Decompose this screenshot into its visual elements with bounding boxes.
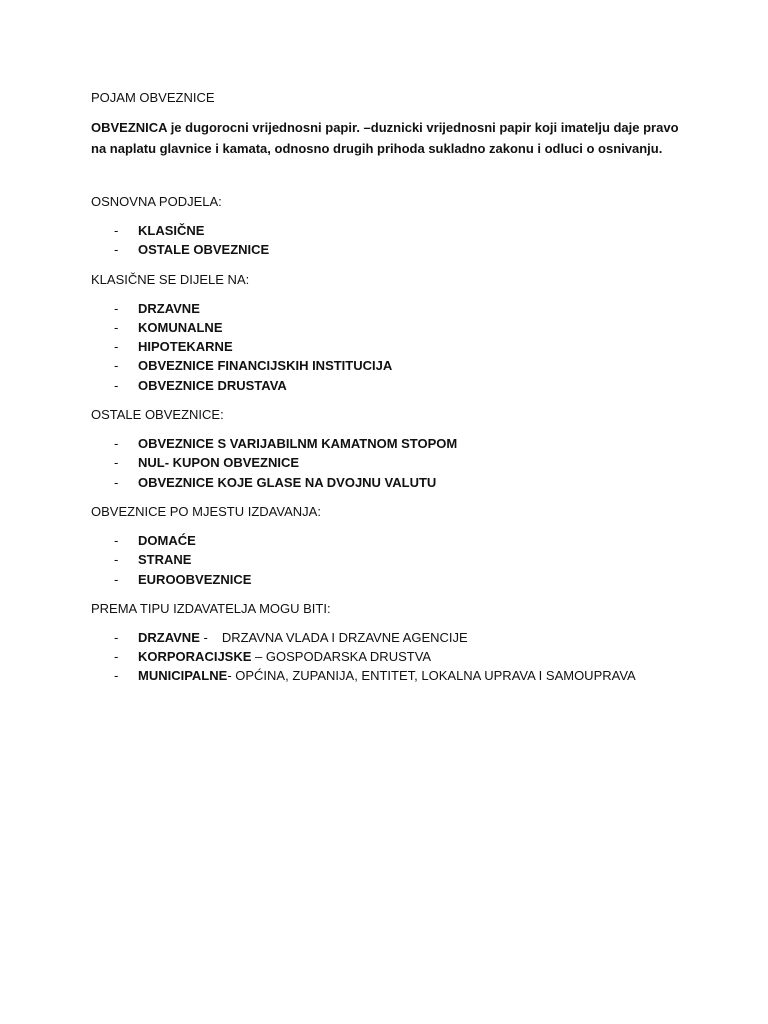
list-item — [91, 356, 691, 375]
section-heading-osnovna: OSNOVNA PODJELA: — [91, 194, 222, 209]
list-klasicne — [91, 299, 691, 395]
list-item-term: KORPORACIJSKE — [138, 649, 252, 665]
bullet-dash: - — [114, 377, 119, 393]
section-heading-ostale: OSTALE OBVEZNICE: — [91, 407, 224, 423]
list-item — [91, 473, 691, 492]
list-item-text: OBVEZNICE S VARIJABILNM KAMATNOM STOPOM — [138, 436, 458, 452]
list-item — [91, 453, 691, 472]
bullet-dash: - — [114, 649, 119, 665]
list-item-text: OBVEZNICE KOJE GLASE NA DVOJNU VALUTU — [138, 474, 437, 490]
document-body — [91, 88, 691, 696]
bullet-dash: - — [114, 532, 119, 548]
list-item — [91, 628, 691, 647]
list-item — [91, 550, 691, 569]
bullet-dash: - — [114, 300, 119, 316]
list-item-text: DRZAVNE — [138, 300, 200, 316]
section-heading-tip: PREMA TIPU IZDAVATELJA MOGU BITI: — [91, 600, 331, 616]
list-item-separator: - — [199, 629, 208, 645]
section-heading-mjesto: OBVEZNICE PO MJESTU IZDAVANJA: — [91, 503, 321, 519]
list-item — [91, 434, 691, 453]
bullet-dash: - — [114, 319, 119, 335]
list-item-text: EUROOBVEZNICE — [138, 571, 252, 587]
list-item-text: OBVEZNICE FINANCIJSKIH INSTITUCIJA — [138, 358, 393, 374]
bullet-dash: - — [114, 455, 119, 471]
list-item-desc: DRZAVNA VLADA I DRZAVNE AGENCIJE — [221, 629, 468, 645]
list-item — [91, 647, 691, 666]
bullet-dash: - — [114, 668, 119, 684]
list-item — [91, 531, 691, 550]
list-item — [91, 221, 691, 240]
list-item — [91, 318, 691, 337]
list-item-term: DRZAVNE — [138, 629, 200, 645]
bullet-dash: - — [114, 358, 119, 374]
list-item — [91, 666, 691, 685]
list-ostale — [91, 434, 691, 492]
list-item-desc: GOSPODARSKA DRUSTVA — [265, 649, 432, 665]
list-item-term: MUNICIPALNE — [138, 668, 228, 684]
bullet-dash: - — [114, 474, 119, 490]
intro-term: OBVEZNICA — [91, 120, 168, 135]
bullet-dash: - — [114, 629, 119, 645]
intro-paragraph — [91, 117, 691, 159]
list-item-text: KLASIČNE — [138, 223, 205, 238]
list-item-text: HIPOTEKARNE — [138, 339, 233, 355]
bullet-dash: - — [114, 436, 119, 452]
list-item-text: STRANE — [138, 552, 192, 568]
list-item — [91, 337, 691, 356]
list-mjesto — [91, 531, 691, 589]
bullet-dash: - — [114, 552, 119, 568]
bullet-dash: - — [114, 339, 119, 355]
intro-text: je dugorocni vrijednosni papir. –duznicki vrijednosni papir koji imatelju daje pravo na naplatu glavnice i kamata, odnosno drugih prihoda sukladno zakonu i odluci o osnivanju. — [91, 120, 679, 156]
list-item-separator: – — [251, 649, 266, 665]
list-item-text: NUL- KUPON OBVEZNICE — [138, 455, 300, 471]
list-item — [91, 570, 691, 589]
list-osnovna — [91, 221, 691, 260]
list-item-text: DOMAĆE — [138, 532, 196, 548]
list-item-text: KOMUNALNE — [138, 319, 223, 335]
list-item — [91, 299, 691, 318]
list-item-text: OBVEZNICE DRUSTAVA — [138, 377, 287, 393]
bullet-dash: - — [114, 571, 119, 587]
list-tip — [91, 628, 691, 686]
list-item — [91, 240, 691, 259]
list-item-desc: OPĆINA, ZUPANIJA, ENTITET, LOKALNA UPRAVA I SAMOUPRAVA — [235, 668, 636, 684]
bullet-dash: - — [114, 242, 119, 258]
page-title: POJAM OBVEZNICE — [91, 90, 215, 105]
bullet-dash: - — [114, 223, 119, 238]
section-heading-klasicne: KLASIČNE SE DIJELE NA: — [91, 271, 250, 287]
list-item — [91, 376, 691, 395]
list-item-text: OSTALE OBVEZNICE — [138, 242, 270, 258]
list-item-separator: - — [227, 668, 236, 684]
